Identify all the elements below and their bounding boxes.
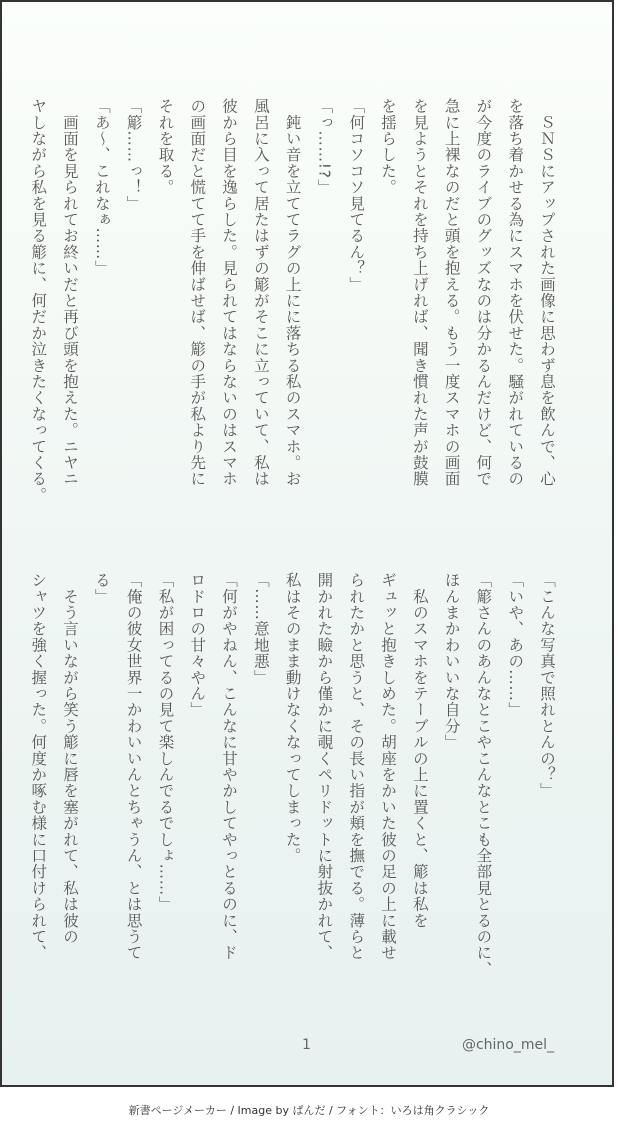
author-handle: @chino_mel_ xyxy=(461,1037,554,1053)
text-block-bottom xyxy=(21,572,562,1012)
text-line: 風呂に入って居たはずの簓がそこに立っていて、私は xyxy=(251,98,270,487)
text-line: 「簓……っ！」 xyxy=(124,98,143,212)
text-line: 「こんな写真で照れとんの？」 xyxy=(538,572,556,799)
text-line: 「何コソコソ見てるん？」 xyxy=(347,98,366,293)
text-line: が今度のライブのグッズなのは分かるんだけど、何で xyxy=(474,98,493,487)
text-line: シャツを強く握った。何度か啄む様に口付けられて、 xyxy=(29,572,48,961)
text-line: 開かれた瞼から僅かに覗くペリドットに射抜かれて、 xyxy=(315,572,334,961)
text-line: 「私が困ってるの見て楽しんでるでしょ……」 xyxy=(156,572,175,913)
page-number: 1 xyxy=(302,1037,311,1053)
text-line: 急に上裸なのだと頭を抱える。もう一度スマホの画面 xyxy=(442,98,461,487)
text-line: 「いや、あの……」 xyxy=(506,572,525,718)
text-line: られたかと思うと、その長い指が頬を撫でる。薄らと xyxy=(347,572,366,961)
text-line: そう言いながら笑う簓に唇を塞がれて、私は彼の xyxy=(61,572,80,945)
text-line: それを取る。 xyxy=(156,98,175,196)
text-line: 「……意地悪」 xyxy=(251,572,270,686)
text-line: 鈍い音を立ててラグの上にに落ちる私のスマホ。お xyxy=(283,98,302,487)
text-line: の画面だと慌てて手を伸ばせば、簓の手が私より先に xyxy=(188,98,207,487)
text-line: を落ち着かせる為にスマホを伏せた。騒がれているの xyxy=(506,98,525,487)
text-line: を揺らした。 xyxy=(379,98,398,196)
text-line: 私のスマホをテーブルの上に置くと、簓は私を xyxy=(410,572,429,929)
text-line: 「俺の彼女世界一かわいいんとちゃうん、とは思うて xyxy=(124,572,143,961)
text-line: 「簓さんのあんなとこやこんなとこも全部見とるのに、 xyxy=(474,572,493,977)
text-line: ＳＮＳにアップされた画像に思わず息を飲んで、心 xyxy=(538,98,556,487)
text-line: 「あ〜、これなぁ……」 xyxy=(92,98,111,277)
text-line: ヤしながら私を見る簓に、何だか泣きたくなってくる。 xyxy=(29,98,48,503)
footer-credit: 新書ページメーカー / Image by ぱんだ / フォント：いろは角クラシック xyxy=(128,1104,490,1117)
text-line: る」 xyxy=(92,572,111,605)
text-block-top xyxy=(21,98,562,538)
text-line: ギュッと抱きしめた。胡座をかいた彼の足の上に載せ xyxy=(379,572,398,961)
text-line: ロドロの甘々やん」 xyxy=(188,572,207,718)
text-line: ほんまかわいいな自分」 xyxy=(442,572,461,751)
text-line: 彼から目を逸らした。見られてはならないのはスマホ xyxy=(220,98,239,487)
text-line: 私はそのまま動けなくなってしまった。 xyxy=(283,572,302,864)
text-line: を見ようとそれを持ち上げれば、聞き慣れた声が鼓膜 xyxy=(410,98,429,487)
text-line: 画面を見られてお終いだと再び頭を抱えた。ニヤニ xyxy=(61,98,80,487)
text-line: 「何がやねん、こんなに甘やかしてやっとるのに、ド xyxy=(220,572,239,961)
text-line: 「っ……!?」 xyxy=(315,98,334,195)
